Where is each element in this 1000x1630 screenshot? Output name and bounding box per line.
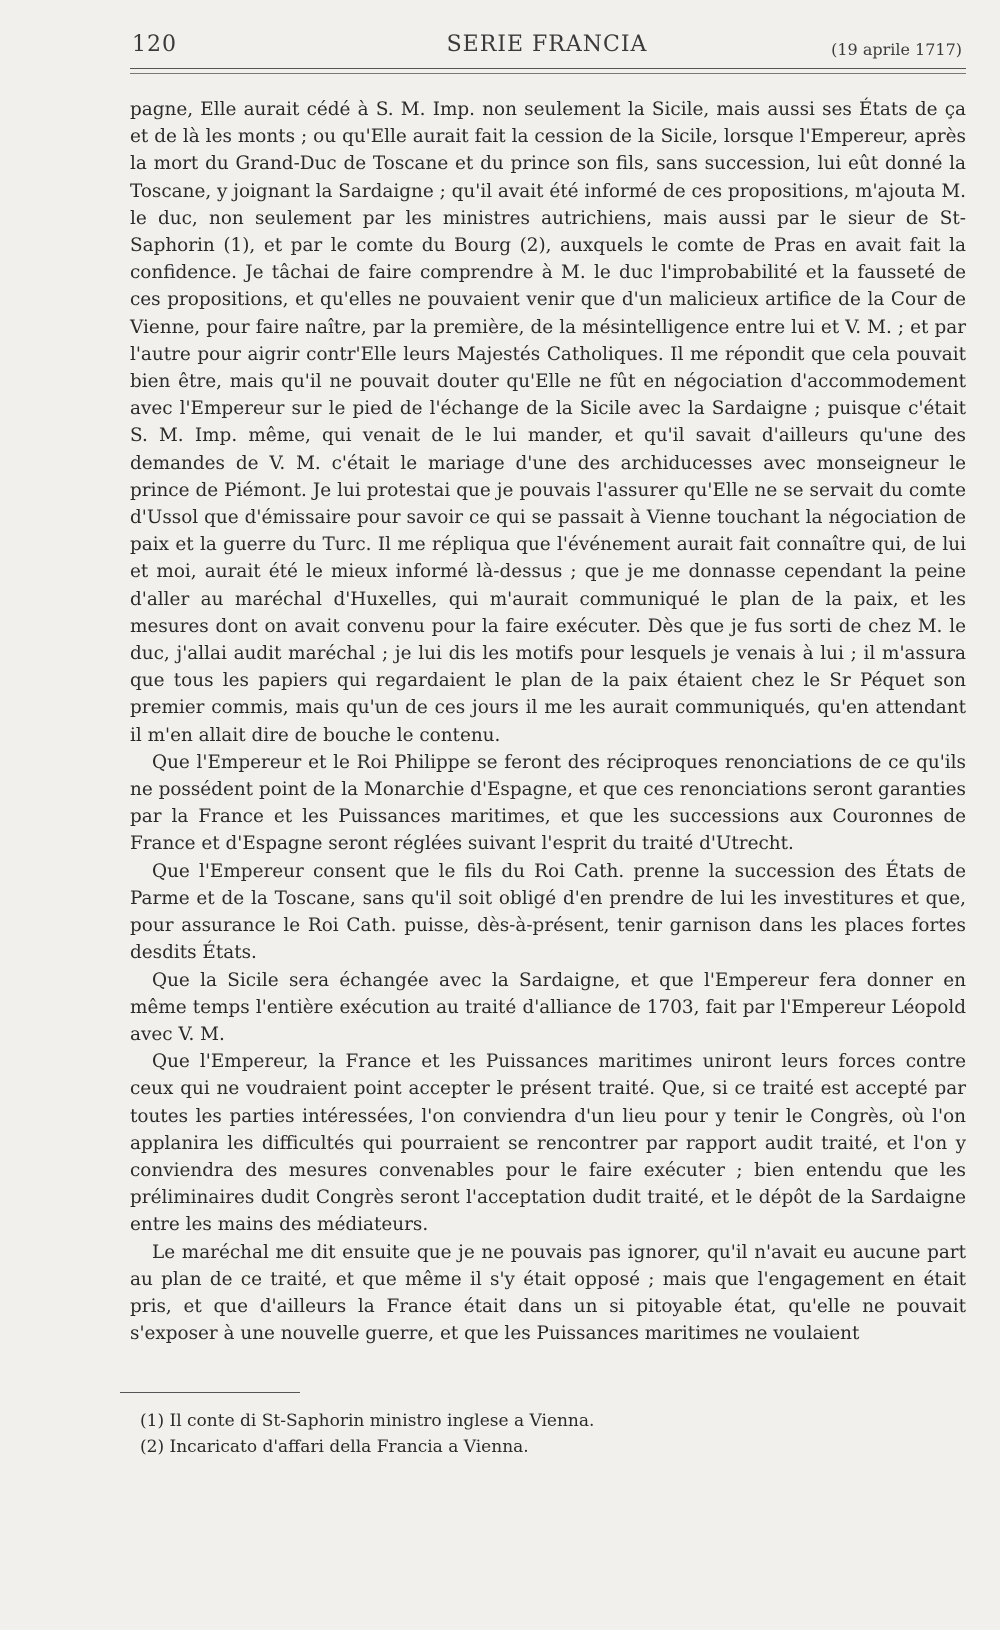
- paragraph: pagne, Elle aurait cédé à S. M. Imp. non seulement la Sicile, mais aussi ses États de ça et de là les monts ; ou qu'Elle aurait fait la cession de la Sicile, lorsque l'Empereur, après la mort du Grand-Duc de Toscane et du prince son fils, sans succession, lui eût donné la Toscane, y joignant la Sardaigne ; qu'il avait été informé de ces propositions, m'ajouta M. le duc, non seulement par les ministres autrichiens, mais aussi par le sieur de St-Saphorin (1), et par le comte du Bourg (2), auxquels le comte de Pras en avait fait la confidence. Je tâchai de faire comprendre à M. le duc l'improbabilité et la fausseté de ces propositions, et qu'elles ne pouvaient venir que d'un malicieux artifice de la Cour de Vienne, pour faire naître, par la première, de la mésintelligence entre lui et V. M. ; et par l'autre pour aigrir contr'Elle leurs Majestés Catholiques. Il me répondit que cela pouvait bien être, mais qu'il ne pouvait douter qu'Elle ne fût en négociation d'accommodement avec l'Empereur sur le pied de l'échange de la Sicile avec la Sardaigne ; puisque c'était S. M. Imp. même, qui venait de le lui mander, et qu'il savait d'ailleurs qu'une des demandes de V. M. c'était le mariage d'une des archiducesses avec monseigneur le prince de Piémont. Je lui protestai que je pouvais l'assurer qu'Elle ne se servait du comte d'Ussol que d'émissaire pour savoir ce qui se passait à Vienne touchant la négociation de paix et la guerre du Turc. Il me répliqua que l'événement aurait fait connaître qui, de lui et moi, aurait été le mieux informé là-dessus ; que je me donnasse cependant la peine d'aller au maréchal d'Huxelles, qui m'aurait communiqué le plan de la paix, et les mesures dont on avait convenu pour la faire exécuter. Dès que je fus sorti de chez M. le duc, j'allai audit maréchal ; je lui dis les motifs pour lesquels je venais à lui ; il m'assura que tous les papiers qui regardaient le plan de la paix étaient chez le Sr Péquet son premier commis, mais qu'un de ces jours il me les aurait communiqués, qu'en attendant il m'en allait dire de bouche le contenu.: [130, 99, 966, 746]
- paragraph: Que l'Empereur consent que le fils du Roi Cath. prenne la succession des États de Parme et de la Toscane, sans qu'il soit obligé d'en prendre de lui les investitures et que, pour assurance le Roi Cath. puisse, dès-à-présent, tenir garnison dans les places fortes desdits États.: [130, 860, 966, 964]
- footnote: (2) Incaricato d'affari della Francia a Vienna.: [140, 1437, 529, 1457]
- footnote-rule: [120, 1392, 300, 1393]
- paragraph: Que la Sicile sera échangée avec la Sardaigne, et que l'Empereur fera donner en même temps l'entière exécution au traité d'alliance de 1703, fait par l'Empereur Léopold avec V. M.: [130, 969, 966, 1045]
- paragraph: Que l'Empereur, la France et les Puissances maritimes uniront leurs forces contre ceux qui ne voudraient point accepter le présent traité. Que, si ce traité est accepté par toutes les parties intéressées, l'on conviendra d'un lieu pour y tenir le Congrès, où l'on applanira les difficultés qui pourraient se rencontrer par rapport audit traité, et l'on y conviendra des mesures convenables pour le faire exécuter ; bien entendu que les préliminaires dudit Congrès seront l'acceptation dudit traité, et le dépôt de la Sardaigne entre les mains des médiateurs.: [130, 1051, 966, 1236]
- footnote: (1) Il conte di St-Saphorin ministro inglese a Vienna.: [140, 1411, 595, 1431]
- header-date: (19 aprile 1717): [831, 40, 962, 59]
- body-text: [130, 96, 966, 1347]
- running-title: SERIE FRANCIA: [446, 32, 648, 57]
- header-rule: [130, 68, 966, 69]
- header-rule-thin: [130, 73, 966, 74]
- page-number: 120: [132, 32, 177, 57]
- paragraph: Que l'Empereur et le Roi Philippe se feront des réciproques renonciations de ce qu'ils ne possédent point de la Monarchie d'Espagne, et que ces renonciations seront garanties par la France et les Puissances maritimes, et que les successions aux Couronnes de France et d'Espagne seront réglées suivant l'esprit du traité d'Utrecht.: [130, 751, 966, 855]
- footnotes: [140, 1408, 840, 1460]
- page-header: [132, 30, 962, 64]
- paragraph: Le maréchal me dit ensuite que je ne pouvais pas ignorer, qu'il n'avait eu aucune part au plan de ce traité, et que même il s'y était opposé ; mais que l'engagement en était pris, et que d'ailleurs la France était dans un si pitoyable état, qu'elle ne pouvait s'exposer à une nouvelle guerre, et que les Puissances maritimes ne voulaient: [130, 1241, 966, 1345]
